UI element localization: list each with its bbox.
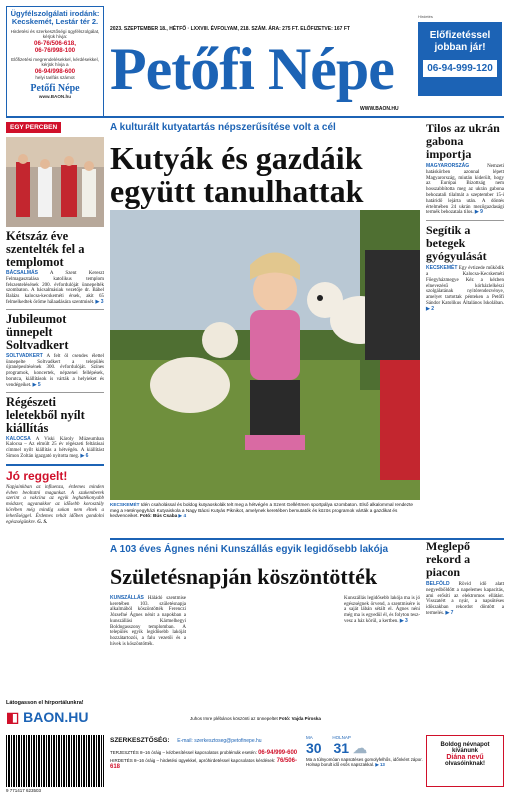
day2-temp: 31 — [333, 740, 350, 756]
promo-line2: Előfizetési megrendelésekkel, kérdésekkel, kérjük hívja a — [11, 56, 99, 68]
promo-line3: helyi tarifás számot — [35, 74, 75, 80]
footer-line1: TERJESZTÉS 8–16 óráig – kézbesítéssel kapcsolatos problémák esetén: 06-94/999-600 — [110, 750, 298, 756]
day1-label: MA — [306, 735, 313, 740]
nameday-line2: kívánunk — [451, 748, 478, 754]
footer-label: SZERKESZTŐSÉG: — [110, 737, 170, 744]
subscribe-text1: Előfizetéssel — [429, 30, 491, 41]
right-body-1: MAGYARORSZÁG Nemzeti hatáskörben azonnal lépett Magyarország, miután kiderült, hogy az Európai Bizottság nem hosszabbította meg az ukrán gabona behozatali tilalmát a szeptember 15-i határidő lejárta után. A döntés értelmében 24 ukrán mezőgazdasági termék behozatala tilos. ▶ 9 — [426, 163, 504, 216]
promo-phone3: 06-94/998-600 — [34, 67, 76, 75]
second-body-1: KUNSZÁLLÁS Háládó szentmise keretében 103. születésnapja alkalmából köszöntötték Ferenczi Józsefné Ágnes nénit a napokban a kunszállási Kármelhegyi Boldogasszony templomban. A település egyik legidősebb lakóját hozzátartozói, a falu vezetői és a hívek is köszöntötték. — [110, 595, 187, 647]
footer-line2: HIRDETÉS 8–16 óráig – hirdetési ügyekkel, apróhirdetéssel kapcsolatos kérdések: 76/506-618 — [110, 758, 297, 770]
promo-line1: Hirdetési és szerkesztőségi ügyfélszolgálat, kérjük hívja: — [10, 29, 100, 40]
issue-meta: 2023. SZEPTEMBER 18., HÉTFŐ · LXXVIII. ÉVFOLYAM, 218. SZÁM. ÁRA: 275 FT. ELŐFIZETVE: 167 FT — [110, 26, 350, 32]
footer-email[interactable]: E-mail: szerkesztoseg@petofinepe.hu — [177, 738, 262, 744]
promo-logo: Petőfi Népe — [30, 83, 80, 95]
baon-icon: ◧ — [6, 709, 20, 725]
day2-label: HOLNAP — [332, 735, 351, 740]
nameday-ad — [426, 735, 504, 787]
right-headline-1[interactable]: Tilos az ukrán gabona importja — [426, 121, 500, 161]
subscribe-text2: jobban jár! — [434, 42, 486, 53]
portal-invite: Látogasson el hírportálunkra! — [6, 700, 84, 706]
ad-label: Hirdetés — [418, 14, 433, 19]
barcode — [6, 735, 104, 787]
second-body-2: Kunszállás legidősebb lakója ma is jó egészségnek örvend, a szentmisére is a saját lábán sétált el. Ágnes néni még ma is egyedül él, és folyton tesz-vesz a ház körül, a kertben. ▶ 3 — [344, 596, 420, 624]
baon-logo[interactable]: ◧ BAON.HU — [6, 709, 89, 725]
main-headline[interactable]: Kutyák és gazdáik együtt tanulhattak — [110, 140, 364, 209]
subscribe-ad[interactable] — [418, 22, 502, 96]
nameday-line3: Diána nevű — [446, 754, 484, 761]
left-headline-1[interactable]: Kétszáz éve szentelték fel a templomot — [6, 229, 85, 269]
left-headline-2[interactable]: Jubileumot ünnepelt Soltvadkert — [6, 311, 69, 352]
promo-phone2: 06-76/998-100 — [34, 46, 76, 54]
nameday-line4: olvasóinknak! — [444, 761, 485, 767]
header-divider — [6, 116, 504, 118]
masthead-web: WWW.BAON.HU — [360, 106, 399, 112]
right-headline-2[interactable]: Segítik a betegek gyógyulását — [426, 223, 487, 264]
good-morning-body: Napjainkban az influenza, érdemes minden évben beoltatni magunkat. A szakemberek szerint a vakcina az egyik leghatékonyabb módszer, ugyanakkor az idősebb korosztály körében még mindig sokan nem élnek a lehetőséggel. Érdemes tehát időben gondolni egészségünkre. G. S. — [6, 484, 104, 525]
left-headline-3[interactable]: Régészeti leletekből nyílt kiállítás — [6, 394, 85, 435]
church-photo — [6, 137, 104, 227]
right-body-2: KECSKEMÉT Egy évtizede működik a Kalocsa-Kecskeméti Főegyházmegye Kéz a kézben elnevezésű kórházlelkészi szolgálatának nyitórendezvénye, amelyet tartottak pénteken a Petőfi Sándor Katolikus Általános Iskolában. ▶ 2 — [426, 265, 504, 312]
birthday-caption: Juhos Imre plébános köszönti az ünnepeltet Fotó: Vajda Piroska — [190, 716, 321, 721]
promo-phone1: 06-76/506-618, — [34, 39, 76, 47]
right-headline-3[interactable]: Meglepő rekord a piacon — [426, 539, 471, 579]
weather-icon: ☁ — [352, 740, 367, 756]
left-body-3: KALOCSA A Viski Károly Múzeumban Kalocsa – Az elmúlt 25 év régészeti feltárásai címmel nyílt kiállítás a hétvégén. A kiállítást Simon Zoltán igazgató nyitotta meg. ▶ 6 — [6, 435, 104, 459]
main-kicker: A kulturált kutyatartás népszerűsítése volt a cél — [110, 122, 336, 133]
main-photo-dogs — [110, 210, 420, 500]
left-column — [6, 122, 104, 525]
customer-service-promo — [6, 6, 104, 118]
left-body-2: SOLTVADKERT A felt öl csendes élettel ünnepelte Soltvadkert a település újranépesítésének 300. évfordulóját. Színes programok, koncertek, népzenei fellépések, borutca, kiállítások is várták a helyieket és vendégeiket. ▶ 5 — [6, 352, 104, 388]
promo-web: www.BAON.hu — [38, 94, 72, 100]
right-column — [426, 122, 504, 313]
good-morning-title: Jó reggelt! — [6, 468, 68, 483]
left-body-1: BÁCSALMÁS A Szent Kereszt Felmagasztalása katolikus templom felszentelésének 200. évfordulóját ünnepelték szombaton. A bácsalmásiak vezetője dr. Bábel Balázs kalocsa-kecskeméti érsek, akit 65 felmelkedtek öröme hálaadására szentmisét. ▶ 3 — [6, 270, 104, 305]
section-tag: EGY PERCBEN — [6, 122, 61, 133]
second-kicker: A 103 éves Ágnes néni Kunszállás egyik legidősebb lakója — [110, 544, 389, 555]
right-bottom — [426, 540, 504, 617]
right-body-3: BELFÖLD Rövid idő alatt negyedbőldött a napelemes kapacitás, ami erősíti az elektromos ellátást. Visszatért a nyár, a napsütéses időszakban rekordot döntött a termelés. ▶ 7 — [426, 581, 504, 616]
second-headline[interactable]: Születésnapján köszöntötték — [110, 564, 378, 589]
main-caption: KECSKEMÉT Idén csaholással és boldog kutyaoskolák telt meg a hétvégén a Szent Gellértmen sportpálya szombaton. Első alkalommal rendezte meg a Hetényegyházi Kutyaiskola a Nagy Bácsi Kutyás Piknikot, amelynek keretében bemutatók és közös programok várták a gazdikat és kedvenceiket. Fotó: Bús Csaba ▶ 4 — [110, 502, 414, 518]
subscribe-phone: 06-94-999-120 — [423, 60, 497, 77]
weather-text: Ma a túlnyomóan napsütéses gomolyfelhős, időnként zápor. Holnap borult idő esős napszakkal. ▶ 13 — [306, 757, 423, 767]
masthead-title: Petőfi Népe — [110, 36, 394, 102]
footer — [6, 735, 504, 795]
day1-temp: 30 — [306, 740, 322, 756]
barcode-number: 9 771417 623503 — [6, 788, 42, 793]
nameday-line1: Boldog névnapot — [440, 742, 490, 748]
promo-title: Ügyfélszolgálati irodánk: Kecskemét, Lestár tér 2. — [10, 9, 100, 26]
